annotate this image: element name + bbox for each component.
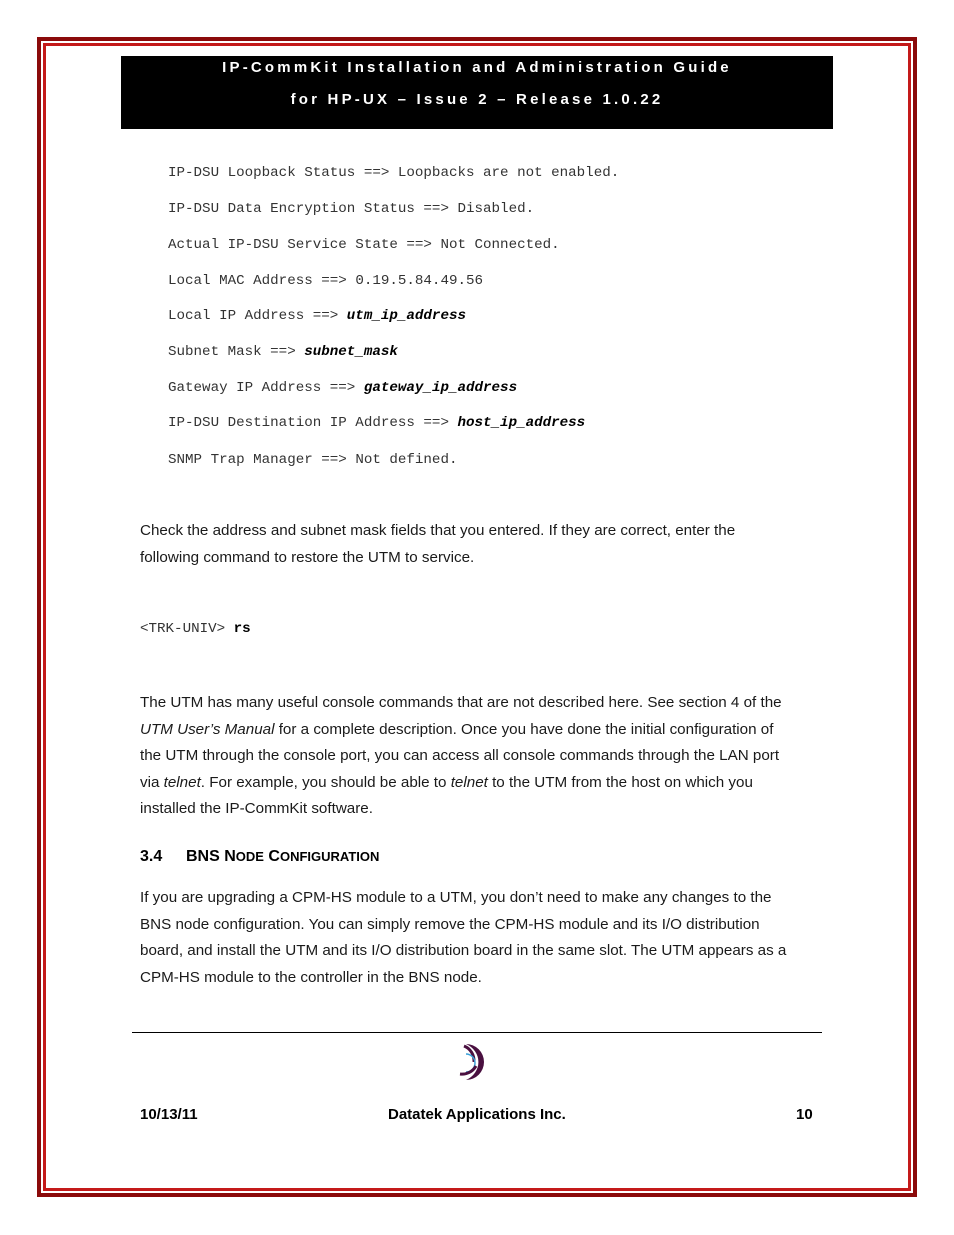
header-subtitle: for HP-UX – Issue 2 – Release 1.0.22 (290, 91, 664, 108)
status-line: Subnet Mask ==> subnet_mask (168, 344, 398, 360)
footer-divider (132, 1032, 822, 1033)
status-line: SNMP Trap Manager ==> Not defined. (168, 452, 458, 468)
command-text: rs (233, 621, 251, 637)
status-line: Actual IP-DSU Service State ==> Not Connected. (168, 237, 560, 253)
paragraph-console-commands: The UTM has many useful console commands that are not described here. See section 4 of the UTM User’s Manual for a complete description. Once you have done the initial configuration of the UTM through the console port, you can access all console commands through the LAN port via telnet. For example, you should be able to telnet to the UTM from the host on which you installed the IP-CommKit software. (140, 694, 782, 817)
status-line: Local IP Address ==> utm_ip_address (168, 308, 466, 324)
command-example (140, 621, 251, 637)
section-heading: 3.4 BNS NODE CONFIGURATION (140, 848, 380, 865)
document-header (121, 56, 833, 129)
status-line: IP-DSU Destination IP Address ==> host_ip_address (168, 415, 586, 431)
status-line: IP-DSU Loopback Status ==> Loopbacks are not enabled. (168, 165, 620, 181)
status-line: Gateway IP Address ==> gateway_ip_address (168, 380, 518, 396)
status-line: IP-DSU Data Encryption Status ==> Disabled. (168, 201, 535, 217)
footer-date: 10/13/11 (140, 1106, 198, 1123)
footer-company: Datatek Applications Inc. (388, 1106, 566, 1123)
command-prompt: <TRK-UNIV> (140, 621, 234, 637)
footer-page-number: 10 (796, 1106, 813, 1123)
header-title: IP-CommKit Installation and Administration Guide (222, 59, 732, 76)
datatek-logo-icon (452, 1040, 492, 1084)
paragraph-bns-node: If you are upgrading a CPM-HS module to a UTM, you don’t need to make any changes to the BNS node configuration. You can simply remove the CPM-HS module and its I/O distribution board, and install the UTM and its I/O distribution board in the same slot. The UTM appears as a CPM-HS module to the controller in the BNS node. (140, 889, 787, 986)
paragraph-check-address: Check the address and subnet mask fields that you entered. If they are correct, enter the following command to restore the UTM to service. (140, 522, 736, 566)
status-line: Local MAC Address ==> 0.19.5.84.49.56 (168, 273, 484, 289)
